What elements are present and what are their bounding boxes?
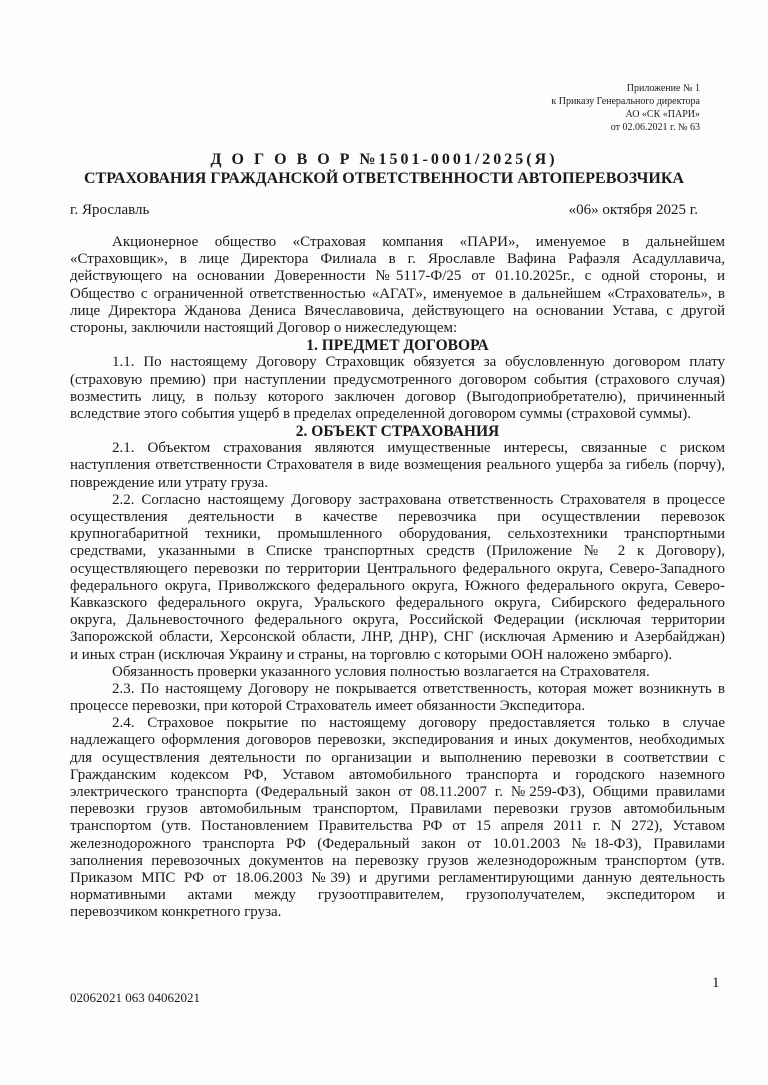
paragraph-line: Кавказского федерального округа, Уральского федерального округа, Сибирского федерального (70, 594, 725, 611)
paragraph-line: Обязанность проверки указанного условия полностью возлагается на Страхователя. (112, 663, 650, 680)
paragraph (70, 354, 725, 423)
paragraph-line: Гражданским кодексом РФ, Уставом автомобильного транспорта и городского наземного (70, 766, 725, 783)
paragraph-line: действующего на основании Доверенности №5117-Ф/25 от 01.10.2025г., с одной стороны, и (70, 268, 725, 285)
paragraph-line: процессе перевозки, при которой Страхователь имеет обязанности Экспедитора. (70, 698, 586, 715)
paragraph-line: осуществляющего перевозки по территории Центрального федерального округа, Северо-Западного (70, 560, 725, 577)
paragraph-line: возместить лицу, в пользу которого заключен договор (Выгодоприобретателю), причиненный (70, 388, 725, 405)
appendix-line: от 02.06.2021 г. № 63 (610, 122, 700, 133)
paragraph-line: Приказом МПС РФ от 18.06.2003 №39) и другими регламентирующими данную деятельность (70, 869, 725, 886)
paragraph-line: перевозчиком конкретного груза. (70, 904, 282, 921)
city: г. Ярославль (70, 202, 150, 218)
section-heading: 1. ПРЕДМЕТ ДОГОВОРА (306, 337, 489, 355)
contract-number: Д О Г О В О Р №1501-0001/2025(Я) (210, 151, 558, 168)
place-date-row (70, 202, 698, 219)
paragraph-line: транспортом (утв. Постановлением Правительства РФ от 15 апреля 2011 г. N 272), Уставом (70, 818, 725, 835)
paragraph-line: повреждение или утрату груза. (70, 474, 269, 491)
paragraph-line: электрического транспорта (Федеральный закон от 08.11.2007 г. №259-ФЗ), Общими правилами (70, 784, 725, 800)
footer-code: 02062021 063 04062021 (70, 990, 200, 1005)
paragraph-line: Акционерное общество «Страховая компания «ПАРИ», именуемое в дальнейшем (112, 234, 725, 250)
paragraph (70, 440, 725, 492)
paragraph-line: заполнения перевозочных документов на перевозку грузов железнодорожным транспортом (утв. (70, 852, 725, 869)
paragraph-line: 2.4. Страховое покрытие по настоящему договору предоставляется только в случае (112, 715, 725, 732)
paragraph (70, 681, 725, 715)
paragraph-line: лице Директора Жданова Дениса Вячеславовича, действующего на основании Устава, с другой (70, 302, 725, 319)
paragraph-line: 2.1. Объектом страхования являются имущественные интересы, связанные с риском (112, 440, 725, 457)
contract-date: «06» октября 2025 г. (568, 202, 698, 218)
paragraph (70, 234, 725, 337)
paragraph-line: крупногабаритной техники, промышленного оборудования, сельхозтехники транспортными (70, 526, 725, 543)
paragraph-line: нормативными актами между грузоотправителем, грузополучателем, экспедитором и (70, 887, 725, 904)
paragraph (70, 664, 725, 681)
appendix-line: Приложение № 1 (626, 83, 700, 94)
appendix-line: АО «СК «ПАРИ» (625, 109, 700, 120)
paragraph-line: 1.1. По настоящему Договору Страховщик обязуется за обусловленную договором плату (112, 354, 725, 371)
paragraph (70, 492, 725, 664)
paragraph-line: (страховую премию) при наступлении предусмотренного договором события (страхового случая) (70, 371, 725, 388)
paragraph-line: и иных стран (исключая Украину и страны, на торговлю с которыми ООН наложено эмбарго). (70, 646, 673, 663)
paragraph-line: для осуществления деятельности по организации и выполнению перевозки в соответствии с (70, 749, 725, 766)
paragraph-line: федерального округа, Приволжского федерального округа, Южного федерального округа, Северо- (70, 577, 725, 594)
appendix-line: к Приказу Генерального директора (551, 96, 700, 107)
paragraph-line: наступления ответственности Страхователя в виде возмещения реального ущерба за гибель (порчу), (70, 457, 725, 474)
paragraph-line: 2.2. Согласно настоящему Договору застрахована ответственность Страхователя в процессе (112, 491, 725, 508)
paragraph-line: средствами, указанными в Списке транспортных средств (Приложение № 2 к Договору), (70, 543, 725, 560)
document-title (0, 150, 768, 188)
contract-subject: СТРАХОВАНИЯ ГРАЖДАНСКОЙ ОТВЕТСТВЕННОСТИ АВТОПЕРЕВОЗЧИКА (84, 170, 684, 187)
paragraph-line: округа, Дальневосточного федерального округа, Российской Федерации (исключая территории (70, 612, 725, 629)
paragraph-line: «Страховщик», в лице Директора Филиала в г. Ярославле Вафина Рафаэля Асадуллавича, (70, 251, 725, 268)
paragraph-line: Общество с ограниченной ответственностью «АГАТ», именуемое в дальнейшем «Страхователь», в (70, 285, 725, 302)
paragraph-line: осуществления деятельности в качестве перевозчика при осуществлении перевозок (70, 509, 725, 525)
paragraph-line: стороны, заключили настоящий Договор о нижеследующем: (70, 319, 458, 336)
paragraph-line: железнодорожного транспорта РФ (Федеральный закон от 10.01.2003 №18-ФЗ), Правилами (70, 835, 725, 852)
section-heading: 2. ОБЪЕКТ СТРАХОВАНИЯ (295, 423, 500, 441)
document-body (70, 234, 725, 922)
paragraph-line: надлежащего оформления договоров перевозки, экспедирования и иных документов, необходимых (70, 732, 725, 749)
paragraph-line: Запорожской области, Херсонской области, ЛНР, ДНР), СНГ (исключая Армению и Азербайджан) (70, 629, 725, 646)
paragraph (70, 715, 725, 921)
appendix-note (551, 82, 700, 134)
paragraph-line: перевозки грузов автомобильным транспортом, Правилами перевозки грузов автомобильным (70, 801, 725, 818)
paragraph-line: вследствие этого события ущерб в пределах определенной договором суммы (страховой суммы). (70, 405, 691, 422)
page-number: 1 (712, 975, 720, 991)
paragraph-line: 2.3. По настоящему Договору не покрывается ответственность, которая может возникнуть в (112, 680, 725, 697)
